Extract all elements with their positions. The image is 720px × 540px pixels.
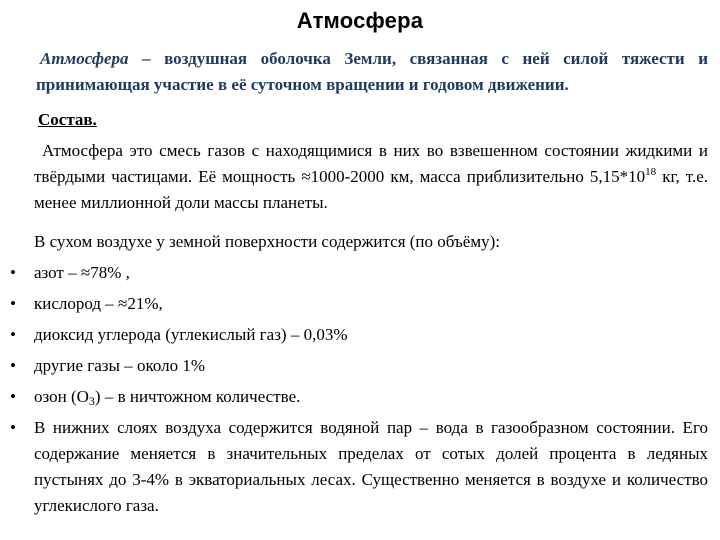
list-item-text: кислород – ≈21%,: [34, 294, 163, 313]
page-title: Атмосфера: [296, 8, 424, 33]
list-item-text: В нижних слоях воздуха содержится водяной пар – вода в газообразном состоянии. Его содержание меняется в значительных пределах от сотых долей процента в ледяных пустынях до 3-4% в экваториальных лесах. Существенно меняется в воздухе и количество углекислого газа.: [34, 418, 708, 515]
composition-paragraph: [34, 138, 708, 216]
ozone-subscript: 3: [88, 394, 95, 408]
bullet-icon: •: [10, 418, 16, 437]
bullet-icon: •: [10, 387, 16, 406]
bullet-icon: •: [10, 325, 16, 344]
bullet-icon: •: [10, 356, 16, 375]
bullet-icon: •: [10, 263, 16, 282]
ozone-text-start: озон (О: [34, 387, 89, 406]
list-item-other-gases: [0, 353, 708, 379]
mass-exponent: 18: [645, 166, 657, 178]
definition-paragraph: [36, 46, 708, 98]
list-item-co2: [0, 322, 708, 348]
list-item-nitrogen: [0, 260, 708, 286]
list-item-ozone: [0, 384, 708, 410]
ozone-text-end: ) – в ничтожном количестве.: [94, 387, 301, 406]
list-item-text: [34, 387, 300, 406]
bullet-icon: •: [10, 294, 16, 313]
list-item-water-vapour: [0, 415, 708, 519]
composition-text-start: Атмосфера это смесь газов с находящимися в них во взвешенном состоянии жидкими и твёрдыми частицами. Её мощность ≈1000-2000 км, масса приблизительно 5,15*10: [34, 141, 708, 186]
gas-composition-list: [0, 260, 720, 524]
definition-term: Атмосфера: [40, 49, 129, 68]
section-heading: Состав.: [38, 110, 97, 129]
composition-text-end: кг, т.е. менее миллионной доли массы планеты.: [34, 167, 709, 212]
list-item-text: азот – ≈78% ,: [34, 263, 130, 282]
list-item-text: другие газы – около 1%: [34, 356, 206, 375]
definition-text: – воздушная оболочка Земли, связанная с ней силой тяжести и принимающая участие в её суточном вращении и годовом движении.: [36, 49, 708, 94]
dry-air-intro: В сухом воздухе у земной поверхности содержится (по объёму):: [34, 232, 500, 251]
list-item-oxygen: [0, 291, 708, 317]
list-item-text: диоксид углерода (углекислый газ) – 0,03%: [34, 325, 348, 344]
